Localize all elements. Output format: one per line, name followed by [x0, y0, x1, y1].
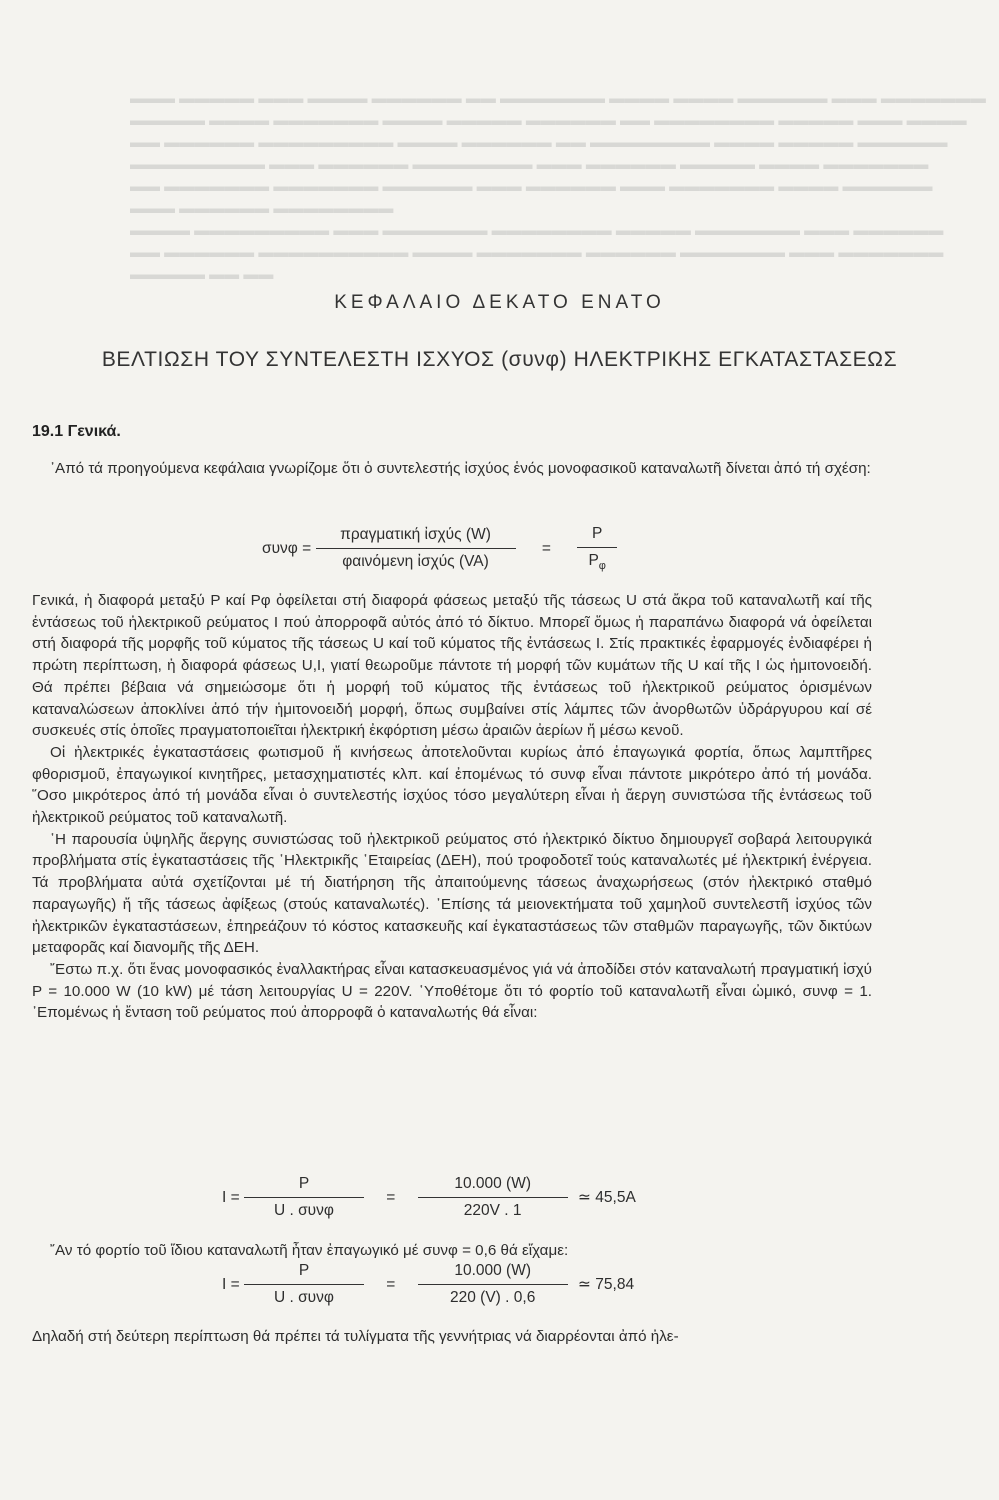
formula1-denominator-p: P	[588, 552, 599, 569]
formula1-denominator: φαινόμενη ἰσχύς (VA)	[316, 548, 516, 571]
section-heading: 19.1 Γενικά.	[32, 423, 121, 440]
body-paragraphs	[32, 590, 872, 1024]
formula3-denominator-value: 220 (V) . 0,6	[418, 1284, 568, 1307]
between-paragraph	[32, 1240, 872, 1262]
power-factor-formula	[262, 525, 617, 572]
formula2-numerator: P	[298, 1175, 310, 1192]
paragraph-example: ῎Εστω π.χ. ὅτι ἕνας μονοφασικός ἐναλλακτήρας εἶναι κατασκευασμένος γιά νά ἀποδίδει στόν καταναλωτή πραγματική ἰσχύ P = 10.000 W (10 kW) μέ τάση λειτουργίας U = 220V. ῾Υποθέτομε ὅτι τό φορτίο τοῦ καταναλωτῆ εἶναι ὠμικό, συνφ = 1. ᾿Επομένως ἡ ἔνταση τοῦ ρεύματος πού ἀπορροφᾶ ὁ καταναλωτής θά εἶναι:	[32, 960, 872, 1022]
current-formula-inductive	[222, 1262, 634, 1307]
formula1-equals: =	[541, 539, 551, 557]
formula1-subscript: φ	[598, 560, 606, 572]
intro-text: ᾿Από τά προηγούμενα κεφάλαια γνωρίζομε ὅτι ὁ συντελεστής ἰσχύος ἑνός μονοφασικοῦ καταναλωτῆ δίνεται ἀπό τή σχέση:	[50, 460, 871, 477]
chapter-heading: ΚΕΦΑΛΑΙΟ ΔΕΚΑΤΟ ΕΝΑΤΟ	[334, 292, 665, 313]
paragraph-phase-difference: Γενικά, ἡ διαφορά μεταξύ P καί Pφ ὀφείλεται στή διαφορά φάσεως μεταξύ τῆς τάσεως U στά ἄκρα τοῦ καταναλωτῆ καί τῆς ἐντάσεως τοῦ ἠλεκτρικοῦ ρεύματος I πού ἀπορροφᾶ αὐτός ἀπό τό δίκτυο. Μπορεῖ ὅμως ἡ παραπάνω διαφορά νά ὀφείλεται στή διαφορά τῆς μορφῆς τοῦ κύματος τῆς τάσεως U καί τοῦ κύματος τῆς ἐντάσεως I. Στίς πρακτικές ἐφαρμογές ἐνδιαφέρει ἡ πρώτη περίπτωση, ἡ διαφορά φάσεως U,I, γιατί θεωροῦμε πάντοτε τή μορφή τῶν κυμάτων τῆς U καί τῆς I ὡς ἡμιτονοειδή. Θά πρέπει βέβαια νά σημειώσομε ὅτι ἡ μορφή τοῦ κύματος τῆς ἐντάσεως τοῦ ἠλεκτρικοῦ ρεύματος ὁρισμένων καταναλώσεων ἀποκλίνει ἀπό τήν ἡμιτονοειδή μορφή, ὅπως συμβαίνει στίς λάμπες τῶν ἀνορθωτῶν ὑδράργυρου καί σέ συσκευές στίς ὁποῖες πραγματοποιεῖται ἠλεκτρική ἐκφόρτιση μέσω ἀραιῶν ἀερίων ἤ μέσω κενοῦ.	[32, 592, 872, 740]
formula2-denominator-value: 220V . 1	[418, 1197, 568, 1220]
formula1-numerator-p: P	[592, 525, 603, 542]
formula1-lhs: συνφ =	[262, 539, 312, 557]
formula3-denominator: U . συνφ	[244, 1284, 364, 1307]
formula2-denominator: U . συνφ	[244, 1197, 364, 1220]
chapter-title: ΒΕΛΤΙΩΣΗ ΤΟΥ ΣΥΝΤΕΛΕΣΤΗ ΙΣΧΥΟΣ (συνφ) ΗΛΕΚΤΡΙΚΗΣ ΕΓΚΑΤΑΣΤΑΣΕΩΣ	[101, 348, 898, 371]
current-formula-ohmic	[222, 1175, 636, 1220]
formula3-numerator-value: 10.000 (W)	[454, 1262, 531, 1279]
show-through-text: ▬▬▬ ▬▬▬▬▬ ▬▬▬ ▬▬▬▬ ▬▬▬▬▬▬ ▬▬ ▬▬▬▬▬▬▬ ▬▬▬▬ ▬▬▬▬ ▬▬▬▬▬▬ ▬▬▬ ▬▬▬▬▬▬▬ ▬▬▬▬▬ ▬▬▬▬ ▬▬▬▬▬▬▬ ▬▬▬▬ ▬▬▬▬▬ ▬▬▬▬▬▬ ▬▬ ▬▬▬▬▬▬▬▬ ▬▬▬▬▬ ▬▬▬ ▬▬▬▬ ▬▬ ▬▬▬▬▬▬ ▬▬▬▬▬▬▬▬▬ ▬▬▬▬ ▬▬▬▬▬▬ ▬▬ ▬▬▬▬▬▬▬▬ ▬▬▬▬ ▬▬▬▬▬ ▬▬▬▬▬▬ ▬▬▬▬▬▬▬▬▬ ▬▬▬ ▬▬▬▬▬▬ ▬▬▬▬▬▬▬▬ ▬▬▬ ▬▬▬▬▬▬ ▬▬▬▬▬ ▬▬▬▬ ▬▬▬▬▬▬▬ ▬▬ ▬▬▬▬▬▬▬ ▬▬▬▬▬▬▬ ▬▬▬▬▬▬ ▬▬▬ ▬▬▬▬▬▬ ▬▬▬ ▬▬▬▬▬▬▬ ▬▬▬▬ ▬▬▬▬▬▬ ▬▬▬ ▬▬▬▬▬▬ ▬▬▬▬▬▬▬▬ ▬▬▬▬ ▬▬▬▬▬▬▬▬▬ ▬▬▬ ▬▬▬▬▬▬▬ ▬▬▬▬▬▬▬▬ ▬▬▬▬▬ ▬▬▬▬▬▬▬ ▬▬▬ ▬▬▬▬▬▬ ▬▬ ▬▬▬▬▬▬ ▬▬▬▬▬▬▬▬▬▬ ▬▬▬▬ ▬▬▬▬▬▬▬ ▬▬▬▬▬▬ ▬▬▬▬▬▬▬ ▬▬▬ ▬▬▬▬▬▬▬ ▬▬▬▬▬ ▬▬ ▬▬	[130, 90, 986, 283]
paragraph-inductive-loads: Οἱ ἠλεκτρικές ἐγκαταστάσεις φωτισμοῦ ἤ κινήσεως ἀποτελοῦνται κυρίως ἀπό ἐπαγωγικά φορτία, ὅπως λαμπτῆρες φθορισμοῦ, ἐπαγωγικοί κινητῆρες, μετασχηματιστές κλπ. καί ἐπομένως τό συνφ εἶναι πάντοτε μικρότερο ἀπό τή μονάδα. ῞Οσο μικρότερος ἀπό τή μονάδα εἶναι ὁ συντελεστής ἰσχύος τόσο μεγαλύτερη εἶναι ἡ ἄεργη συνιστώσα τῆς ἐντάσεως τοῦ ἠλεκτρικοῦ ρεύματος τοῦ καταναλωτῆ.	[32, 743, 872, 827]
formula2-numerator-value: 10.000 (W)	[454, 1175, 531, 1192]
formula3-lhs: I =	[222, 1275, 240, 1293]
formula2-equals: =	[386, 1188, 396, 1206]
formula2-result: ≃ 45,5A	[577, 1189, 636, 1206]
formula2-lhs: I =	[222, 1188, 240, 1206]
formula1-numerator: πραγματική ἰσχύς (W)	[340, 526, 491, 543]
formula3-equals: =	[386, 1275, 396, 1293]
tail-line: Δηλαδή στή δεύτερη περίπτωση θά πρέπει τά τυλίγματα τῆς γεννήτριας νά διαρρέονται ἀπό ἠλε-	[32, 1328, 679, 1345]
between-text: ῎Αν τό φορτίο τοῦ ἴδιου καταναλωτῆ ἦταν ἐπαγωγικό μέ συνφ = 0,6 θά εἴχαμε:	[50, 1242, 569, 1259]
formula3-numerator: P	[298, 1262, 310, 1279]
paragraph-dei-problems: ῾Η παρουσία ὑψηλῆς ἄεργης συνιστώσας τοῦ ἠλεκτρικοῦ ρεύματος στό ἠλεκτρικό δίκτυο δημιουργεῖ σοβαρά λειτουργικά προβλήματα στίς ἐγκαταστάσεις τῆς ῾Ηλεκτρικῆς ῾Εταιρείας (ΔΕΗ), πού τροφοδοτεῖ τούς καταναλωτές μέ ἠλεκτρική ἐνέργεια. Τά προβλήματα αὐτά σχετίζονται μέ τή διατήρηση τῆς ἀπαιτούμενης τάσεως ἀναχωρήσεως (στόν ἠλεκτρικό σταθμό παραγωγῆς) ἤ τῆς τάσεως ἀφίξεως (στούς καταναλωτές). ᾿Επίσης τά μειονεκτήματα τοῦ χαμηλοῦ συντελεστῆ ἰσχύος τῶν ἠλεκτρικῶν ἐγκαταστάσεων, ἐπηρεάζουν τό κόστος κατασκευῆς καί ἐγκαταστάσεως τῶν σταθμῶν παραγωγῆς, τῶν δικτύων μεταφορᾶς καί διανομῆς τῆς ΔΕΗ.	[32, 830, 872, 957]
formula3-result: ≃ 75,84	[577, 1276, 635, 1293]
intro-paragraph	[32, 458, 872, 480]
